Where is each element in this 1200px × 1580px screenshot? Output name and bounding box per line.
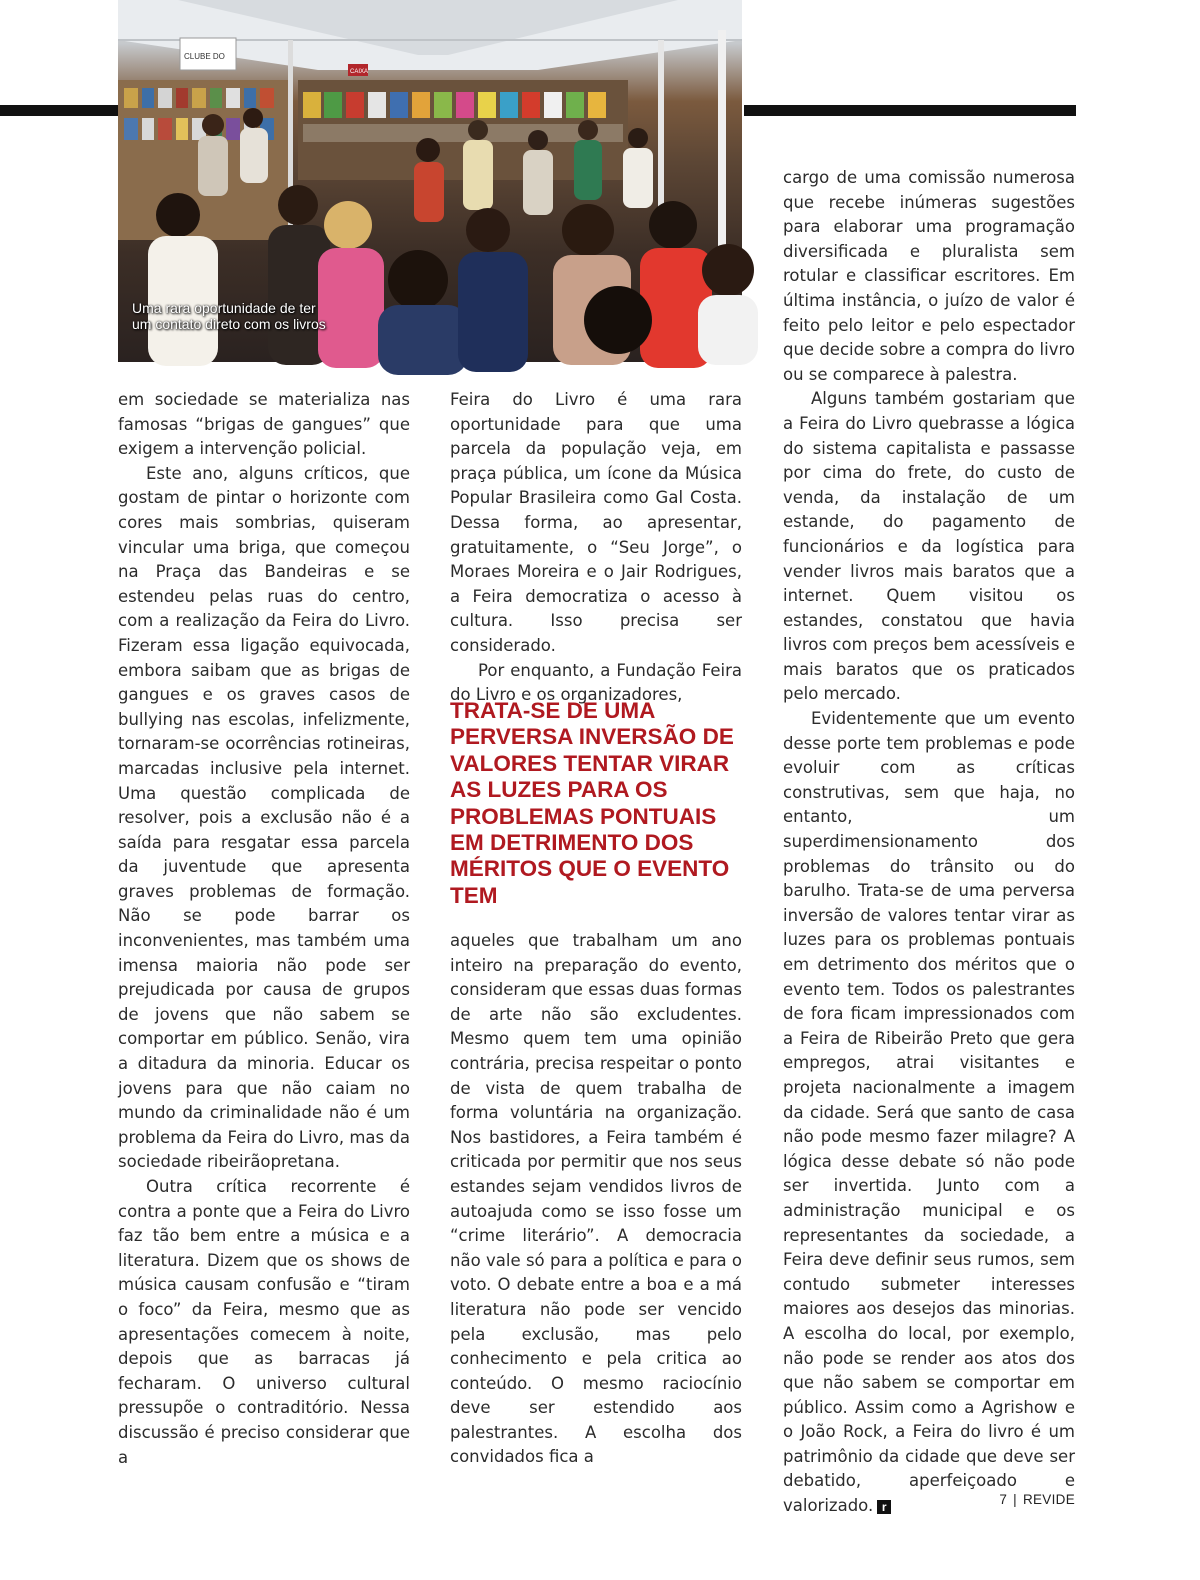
paragraph: Por enquanto, a Fundação Feira do Livro e os organizadores,: [450, 660, 742, 705]
photo-caption: Uma rara oportunidade de ter um contato direto com os livros: [132, 300, 326, 332]
paragraph: Feira do Livro é uma rara oportunidade para que uma parcela da população veja, em praça pública, um ícone da Música Popular Brasileira como Gal Costa. Dessa forma, ao apresentar, gratuitamente, o “Seu Jorge”, o Moraes Moreira e o Jair Rodrigues, a Feira democratiza o acesso à cultura. Isso precisa ser considerado.: [450, 390, 742, 655]
end-mark-icon: r: [877, 1500, 891, 1514]
paragraph-text: Evidentemente que um evento desse porte tem problemas e pode evoluir com as críticas construtivas, sem que haja, no entanto, um superdimensionamento dos problemas do trânsito ou do barulho. Trata-se de uma perversa inversão de valores tentar virar as luzes para os problemas pontuais em detrimento dos méritos que o evento tem. Todos os palestrantes de fora ficam impressionados com a Feira de Ribeirão Preto que gera empregos, atrai visitantes e projeta nacionalmente a imagem da cidade. Será que santo de casa não pode mesmo fazer milagre? A lógica desse debate só não pode ser invertida. Junto com a administração municipal e os representantes da sociedade, a Feira deve definir seus rumos, sem contudo submeter interesses maiores aos desejos das minorias. A escolha do local, por exemplo, não pode se render aos atos dos que não sabem se comportar em público. Assim como a Agrishow e o João Rock, a Feira do livro é um patrimônio da cidade que deve ser debatido, aperfeiçoado e valorizado.: [783, 709, 1075, 1516]
paragraph: Alguns também gostariam que a Feira do Livro quebrasse a lógica do sistema capitalista e passasse por cima do frete, do custo de venda, da instalação de um estande, do pagamento de funcionários e da logística para vender livros mais baratos que a internet. Quem visitou os estandes, constatou que havia livros com preços bem acessíveis e mais baratos que os praticados pelo mercado.: [783, 389, 1075, 704]
magazine-name: REVIDE: [1022, 1492, 1075, 1507]
article-column-2-top: [450, 388, 742, 705]
footer-separator: |: [1013, 1492, 1017, 1507]
sign-right: CAIXA: [350, 69, 369, 75]
article-column-1: [118, 388, 410, 1467]
article-column-2-bottom: [450, 929, 742, 1467]
page-footer: [999, 1492, 1075, 1507]
paragraph: Outra crítica recorrente é contra a ponte que a Feira do Livro faz tão bem entre a música e a literatura. Dizem que os shows de música causam confusão e “tiram o foco” da Feira, mesmo que as apresentações comecem à noite, depois que as barracas já fecharam. O universo cultural pressupõe o contraditório. Nessa discussão é preciso considerar que a: [118, 1177, 410, 1467]
page-number: 7: [999, 1492, 1008, 1507]
sign-left: CLUBE DO: [184, 52, 225, 61]
paragraph: em sociedade se materializa nas famosas “brigas de gangues” que exigem a intervenção policial.: [118, 390, 410, 459]
paragraph: aqueles que trabalham um ano inteiro na preparação do evento, consideram que essas duas formas de arte não são excludentes. Mesmo quem tem uma opinião contrária, precisa respeitar o ponto de vista de quem trabalha de forma voluntária na organização. Nos bastidores, a Feira também é criticada por permitir que nos seus estandes sejam vendidos livros de autoajuda como se isso fosse um “crime literário”. A democracia não vale só para a política e para o voto. O debate entre a boa e a má literatura não pode ser vencido pela exclusão, mas pelo conhecimento e pela critica ao conteúdo. O mesmo raciocínio deve ser estendido aos palestrantes. A escolha dos convidados fica a: [450, 931, 742, 1467]
paragraph: cargo de uma comissão numerosa que recebe inúmeras sugestões para elaborar uma programação diversificada e pluralista sem rotular e classificar escritores. Em última instância, o juízo de valor é feito pelo leitor e pelo espectador que decide sobre a compra do livro ou se comparece à palestra.: [783, 168, 1075, 384]
pull-quote: TRATA-SE DE UMA PERVERSA INVERSÃO DE VALORES TENTAR VIRAR AS LUZES PARA OS PROBLEMAS PONTUAIS EM DETRIMENTO DOS MÉRITOS QUE O EVENTO TEM: [450, 698, 734, 908]
header-rule-left: [0, 105, 118, 116]
header-rule-right: [744, 105, 1076, 116]
paragraph: Este ano, alguns críticos, que gostam de pintar o horizonte com cores mais sombrias, quiseram vincular uma briga, que começou na Praça das Bandeiras e se estendeu pelas ruas do centro, com a realização da Feira do Livro. Fizeram essa ligação equivocada, embora saibam que as brigas de gangues e os graves casos de bullying nas escolas, infelizmente, tornaram-se ocorrências rotineiras, marcadas inclusive pela internet. Uma questão complicada de resolver, pois a exclusão não é a saída para resgatar essa parcela da juventude que apresenta graves problemas de formação. Não se pode barrar os inconvenientes, mas também uma imensa maioria não pode ser prejudicada por causa de grupos de jovens que não sabem se comportar em público. Senão, vira a ditadura da minoria. Educar os jovens para que não caiam no mundo da criminalidade não é um problema da Feira do Livro, mas da sociedade ribeirãopretana.: [118, 463, 410, 1172]
paragraph: [783, 707, 1075, 1519]
book-fair-photo: [118, 0, 742, 362]
